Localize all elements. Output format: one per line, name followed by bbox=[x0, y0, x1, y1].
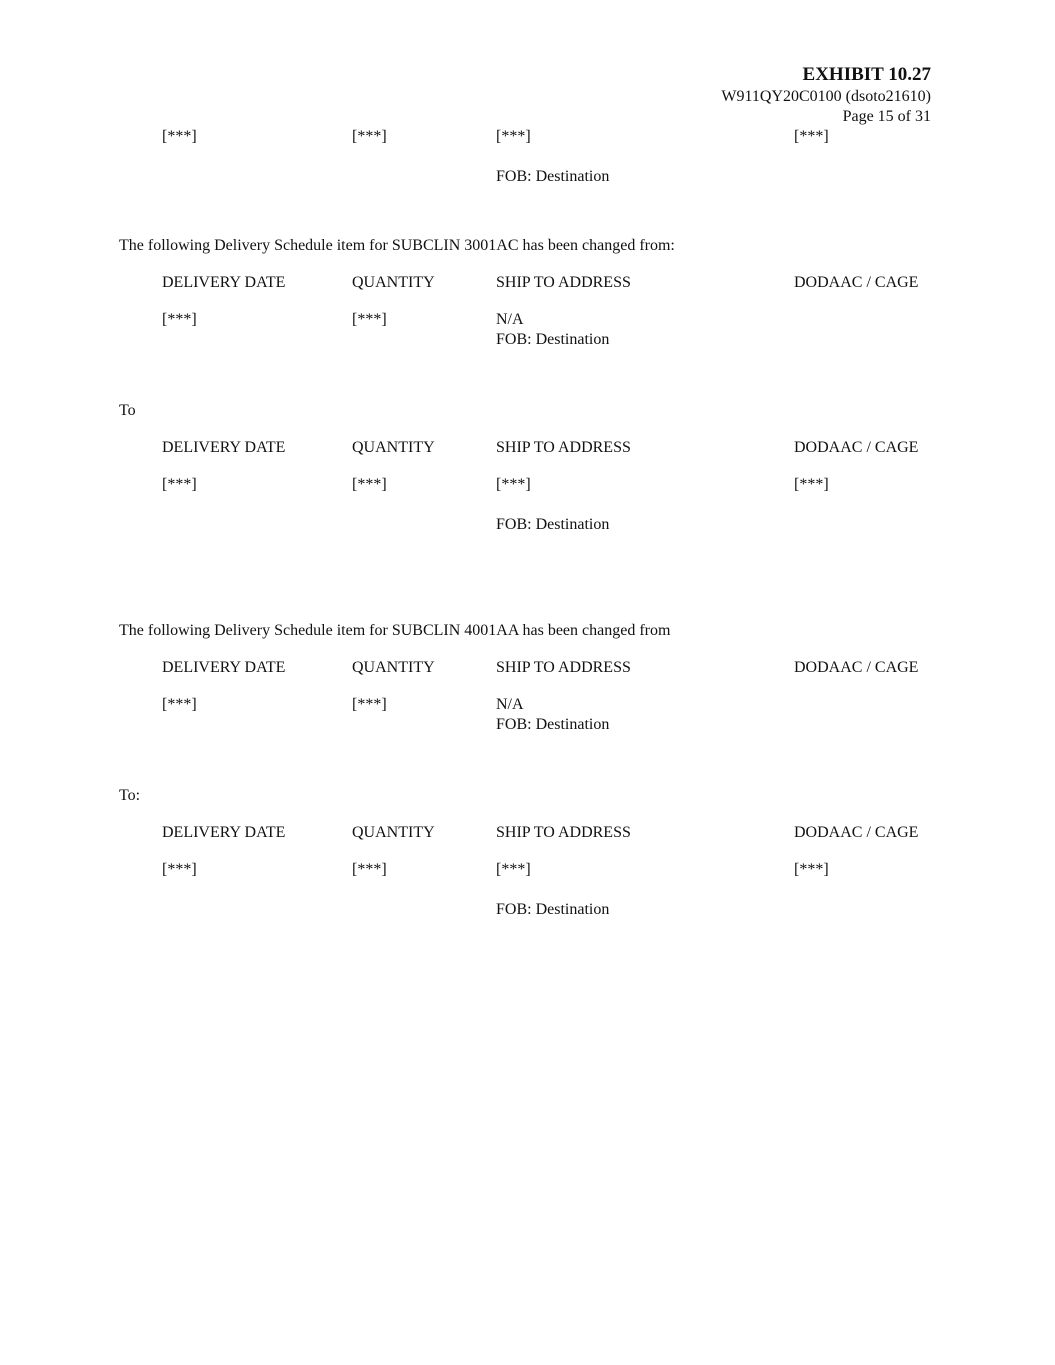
contract-number: W911QY20C0100 (dsoto21610) bbox=[721, 88, 931, 105]
to-ship-to: [***] bbox=[496, 861, 531, 878]
top-fob: FOB: Destination bbox=[496, 168, 610, 185]
top-delivery-date: [***] bbox=[162, 128, 197, 145]
column-header-delivery-date: DELIVERY DATE bbox=[162, 824, 286, 841]
column-header-ship-to: SHIP TO ADDRESS bbox=[496, 659, 631, 676]
exhibit-title: EXHIBIT 10.27 bbox=[802, 64, 931, 85]
page-number: Page 15 of 31 bbox=[842, 108, 931, 125]
to-fob: FOB: Destination bbox=[496, 516, 610, 533]
column-header-quantity: QUANTITY bbox=[352, 659, 435, 676]
column-header-delivery-date: DELIVERY DATE bbox=[162, 274, 286, 291]
column-header-ship-to: SHIP TO ADDRESS bbox=[496, 824, 631, 841]
column-header-ship-to: SHIP TO ADDRESS bbox=[496, 274, 631, 291]
top-dodaac: [***] bbox=[794, 128, 829, 145]
to-ship-to: [***] bbox=[496, 476, 531, 493]
from-ship-to: N/A bbox=[496, 311, 524, 328]
section-intro-4001aa: The following Delivery Schedule item for SUBCLIN 4001AA has been changed from bbox=[119, 622, 671, 639]
from-quantity: [***] bbox=[352, 696, 387, 713]
column-header-dodaac: DODAAC / CAGE bbox=[794, 439, 919, 456]
to-dodaac: [***] bbox=[794, 861, 829, 878]
column-header-dodaac: DODAAC / CAGE bbox=[794, 824, 919, 841]
to-dodaac: [***] bbox=[794, 476, 829, 493]
column-header-delivery-date: DELIVERY DATE bbox=[162, 439, 286, 456]
to-quantity: [***] bbox=[352, 861, 387, 878]
top-ship-to: [***] bbox=[496, 128, 531, 145]
column-header-quantity: QUANTITY bbox=[352, 824, 435, 841]
from-fob: FOB: Destination bbox=[496, 716, 610, 733]
to-quantity: [***] bbox=[352, 476, 387, 493]
column-header-dodaac: DODAAC / CAGE bbox=[794, 274, 919, 291]
to-label: To bbox=[119, 402, 136, 419]
top-quantity: [***] bbox=[352, 128, 387, 145]
to-label: To: bbox=[119, 787, 141, 804]
column-header-quantity: QUANTITY bbox=[352, 439, 435, 456]
from-quantity: [***] bbox=[352, 311, 387, 328]
from-delivery-date: [***] bbox=[162, 311, 197, 328]
to-delivery-date: [***] bbox=[162, 476, 197, 493]
to-fob: FOB: Destination bbox=[496, 901, 610, 918]
from-delivery-date: [***] bbox=[162, 696, 197, 713]
from-ship-to: N/A bbox=[496, 696, 524, 713]
to-delivery-date: [***] bbox=[162, 861, 197, 878]
section-intro-3001ac: The following Delivery Schedule item for SUBCLIN 3001AC has been changed from: bbox=[119, 237, 675, 254]
column-header-quantity: QUANTITY bbox=[352, 274, 435, 291]
column-header-dodaac: DODAAC / CAGE bbox=[794, 659, 919, 676]
column-header-delivery-date: DELIVERY DATE bbox=[162, 659, 286, 676]
column-header-ship-to: SHIP TO ADDRESS bbox=[496, 439, 631, 456]
from-fob: FOB: Destination bbox=[496, 331, 610, 348]
